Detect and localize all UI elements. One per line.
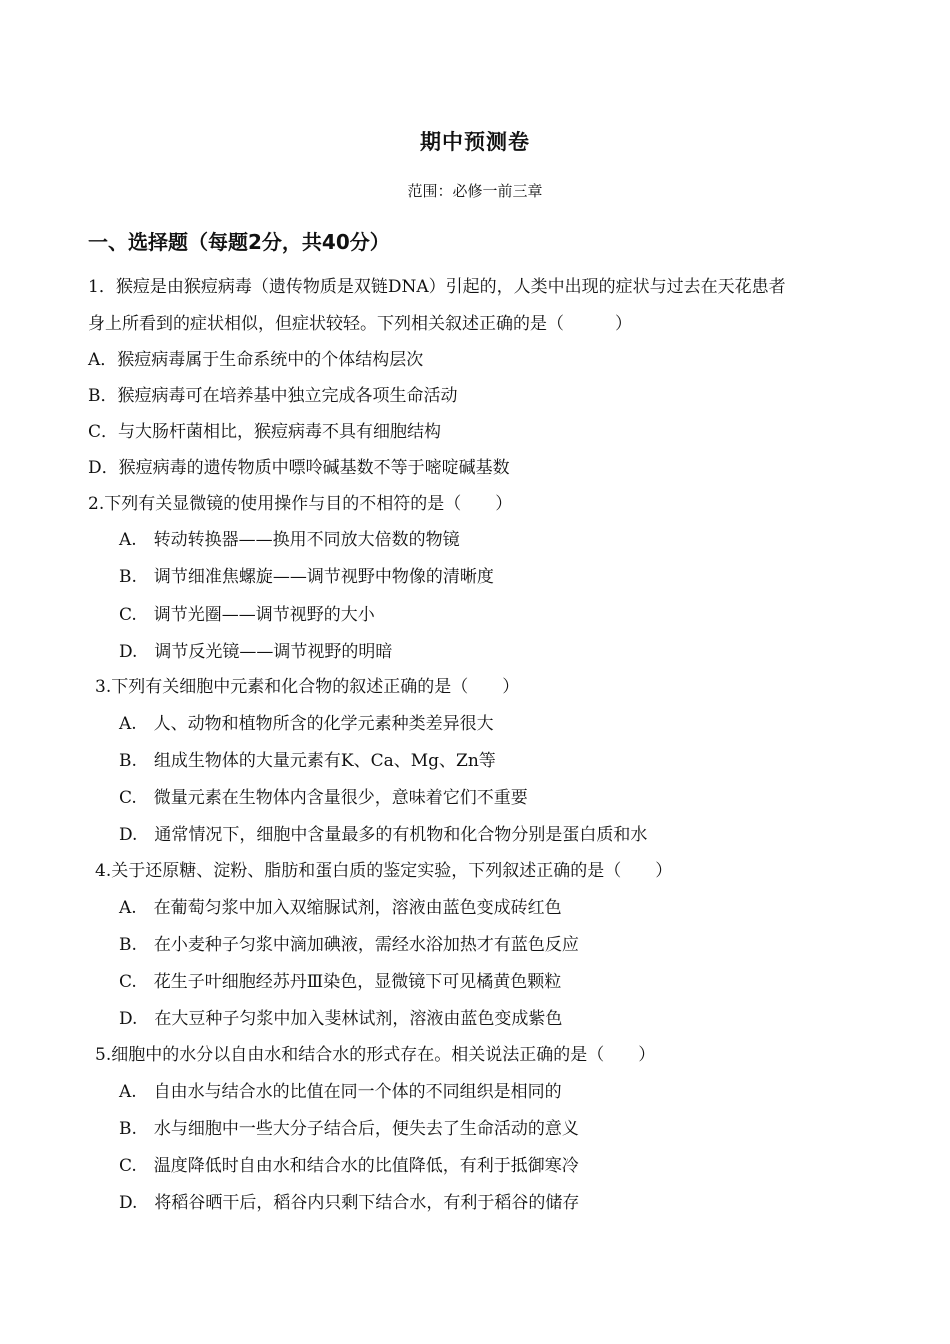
question-4-option-a: A. 在葡萄匀浆中加入双缩脲试剂，溶液由蓝色变成砖红色 bbox=[119, 898, 562, 918]
question-2-option-a: A. 转动转换器——换用不同放大倍数的物镜 bbox=[119, 530, 460, 550]
question-5-option-d: D. 将稻谷晒干后，稻谷内只剩下结合水，有利于稻谷的储存 bbox=[119, 1193, 580, 1213]
question-5-option-c: C. 温度降低时自由水和结合水的比值降低，有利于抵御寒冷 bbox=[119, 1156, 579, 1176]
question-1-option-b: B．猴痘病毒可在培养基中独立完成各项生命活动 bbox=[88, 386, 458, 406]
question-4-option-b: B. 在小麦种子匀浆中滴加碘液，需经水浴加热才有蓝色反应 bbox=[119, 935, 579, 955]
question-3-stem: 3.下列有关细胞中元素和化合物的叙述正确的是（ ） bbox=[95, 677, 520, 697]
question-4-option-c: C. 花生子叶细胞经苏丹Ⅲ染色，显微镜下可见橘黄色颗粒 bbox=[119, 972, 562, 992]
page-title: 期中预测卷 bbox=[420, 130, 530, 154]
question-5-option-b: B. 水与细胞中一些大分子结合后，便失去了生命活动的意义 bbox=[119, 1119, 579, 1139]
question-1-option-d: D．猴痘病毒的遗传物质中嘌呤碱基数不等于嘧啶碱基数 bbox=[88, 458, 510, 478]
question-3-option-c: C. 微量元素在生物体内含量很少，意味着它们不重要 bbox=[119, 788, 528, 808]
question-2-option-b: B. 调节细准焦螺旋——调节视野中物像的清晰度 bbox=[119, 567, 494, 587]
question-3-option-b: B. 组成生物体的大量元素有K、Ca、Mg、Zn等 bbox=[119, 751, 496, 771]
question-3-option-d: D. 通常情况下，细胞中含量最多的有机物和化合物分别是蛋白质和水 bbox=[119, 825, 648, 845]
page-subtitle: 范围：必修一前三章 bbox=[407, 182, 543, 200]
question-5-option-a: A. 自由水与结合水的比值在同一个体的不同组织是相同的 bbox=[119, 1082, 562, 1102]
section-heading: 一、选择题（每题2分，共40分） bbox=[88, 230, 390, 254]
question-4-option-d: D. 在大豆种子匀浆中加入斐林试剂，溶液由蓝色变成紫色 bbox=[119, 1009, 563, 1029]
question-1-stem-line-1: 1．猴痘是由猴痘病毒（遗传物质是双链DNA）引起的，人类中出现的症状与过去在天花患者 bbox=[88, 277, 786, 297]
question-5-stem: 5.细胞中的水分以自由水和结合水的形式存在。相关说法正确的是（ ） bbox=[95, 1045, 656, 1065]
question-2-stem: 2.下列有关显微镜的使用操作与目的不相符的是（ ） bbox=[88, 494, 513, 514]
question-2-option-c: C. 调节光圈——调节视野的大小 bbox=[119, 605, 375, 625]
question-4-stem: 4.关于还原糖、淀粉、脂肪和蛋白质的鉴定实验，下列叙述正确的是（ ） bbox=[95, 861, 673, 881]
question-1-option-a: A．猴痘病毒属于生命系统中的个体结构层次 bbox=[88, 350, 424, 370]
question-3-option-a: A. 人、动物和植物所含的化学元素种类差异很大 bbox=[119, 714, 494, 734]
question-2-option-d: D. 调节反光镜——调节视野的明暗 bbox=[119, 642, 393, 662]
question-1-option-c: C．与大肠杆菌相比，猴痘病毒不具有细胞结构 bbox=[88, 422, 442, 442]
question-1-stem-line-2: 身上所看到的症状相似，但症状较轻。下列相关叙述正确的是（ ） bbox=[88, 314, 632, 334]
